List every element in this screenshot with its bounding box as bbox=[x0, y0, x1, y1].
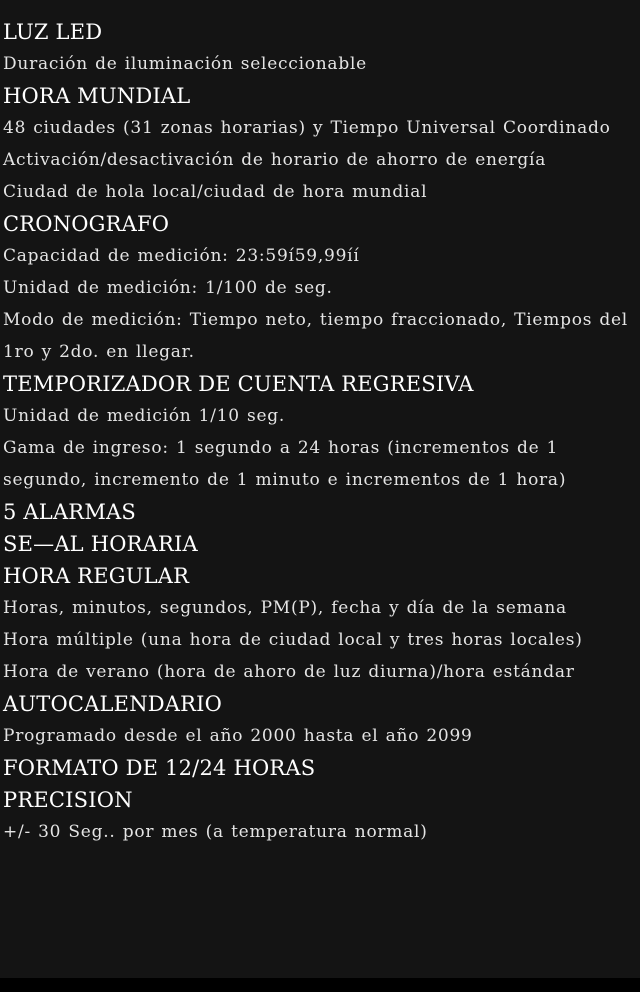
spec-section bbox=[3, 752, 640, 784]
section-heading: HORA REGULAR bbox=[3, 564, 190, 588]
section-heading: AUTOCALENDARIO bbox=[3, 692, 223, 716]
section-heading: HORA MUNDIAL bbox=[3, 84, 191, 108]
spec-line: Ciudad de hola local/ciudad de hora mundial bbox=[3, 182, 428, 202]
spec-section bbox=[3, 368, 640, 496]
section-heading: LUZ LED bbox=[3, 20, 103, 44]
spec-section bbox=[3, 784, 640, 848]
spec-section bbox=[3, 80, 640, 208]
section-heading: CRONOGRAFO bbox=[3, 212, 170, 236]
section-heading: SE—AL HORARIA bbox=[3, 532, 198, 556]
section-heading: 5 ALARMAS bbox=[3, 500, 136, 524]
spec-line: Hora múltiple (una hora de ciudad local y tres horas locales) bbox=[3, 630, 583, 650]
spec-section bbox=[3, 688, 640, 752]
spec-line: 48 ciudades (31 zonas horarias) y Tiempo Universal Coordinado bbox=[3, 118, 611, 138]
section-heading: TEMPORIZADOR DE CUENTA REGRESIVA bbox=[3, 372, 474, 396]
spec-section bbox=[3, 528, 640, 560]
spec-line: Horas, minutos, segundos, PM(P), fecha y día de la semana bbox=[3, 598, 567, 618]
spec-line: +/- 30 Seg.. por mes (a temperatura normal) bbox=[3, 822, 428, 842]
spec-line: Gama de ingreso: 1 segundo a 24 horas (incrementos de 1 segundo, incremento de 1 minuto e incrementos de 1 hora) bbox=[3, 438, 567, 490]
spec-section bbox=[3, 560, 640, 688]
spec-section bbox=[3, 208, 640, 368]
spec-line: Modo de medición: Tiempo neto, tiempo fraccionado, Tiempos del 1ro y 2do. en llegar. bbox=[3, 310, 628, 362]
spec-line: Unidad de medición: 1/100 de seg. bbox=[3, 278, 333, 298]
section-heading: FORMATO DE 12/24 HORAS bbox=[3, 756, 316, 780]
section-heading: PRECISION bbox=[3, 788, 133, 812]
spec-line: Activación/desactivación de horario de ahorro de energía bbox=[3, 150, 547, 170]
spec-section bbox=[3, 16, 640, 80]
spec-line: Hora de verano (hora de ahoro de luz diurna)/hora estándar bbox=[3, 662, 575, 682]
spec-line: Programado desde el año 2000 hasta el año 2099 bbox=[3, 726, 473, 746]
spec-section bbox=[3, 496, 640, 528]
spec-line: Capacidad de medición: 23:59í59,99íí bbox=[3, 246, 360, 266]
spec-line: Unidad de medición 1/10 seg. bbox=[3, 406, 286, 426]
spec-line: Duración de iluminación seleccionable bbox=[3, 54, 367, 74]
